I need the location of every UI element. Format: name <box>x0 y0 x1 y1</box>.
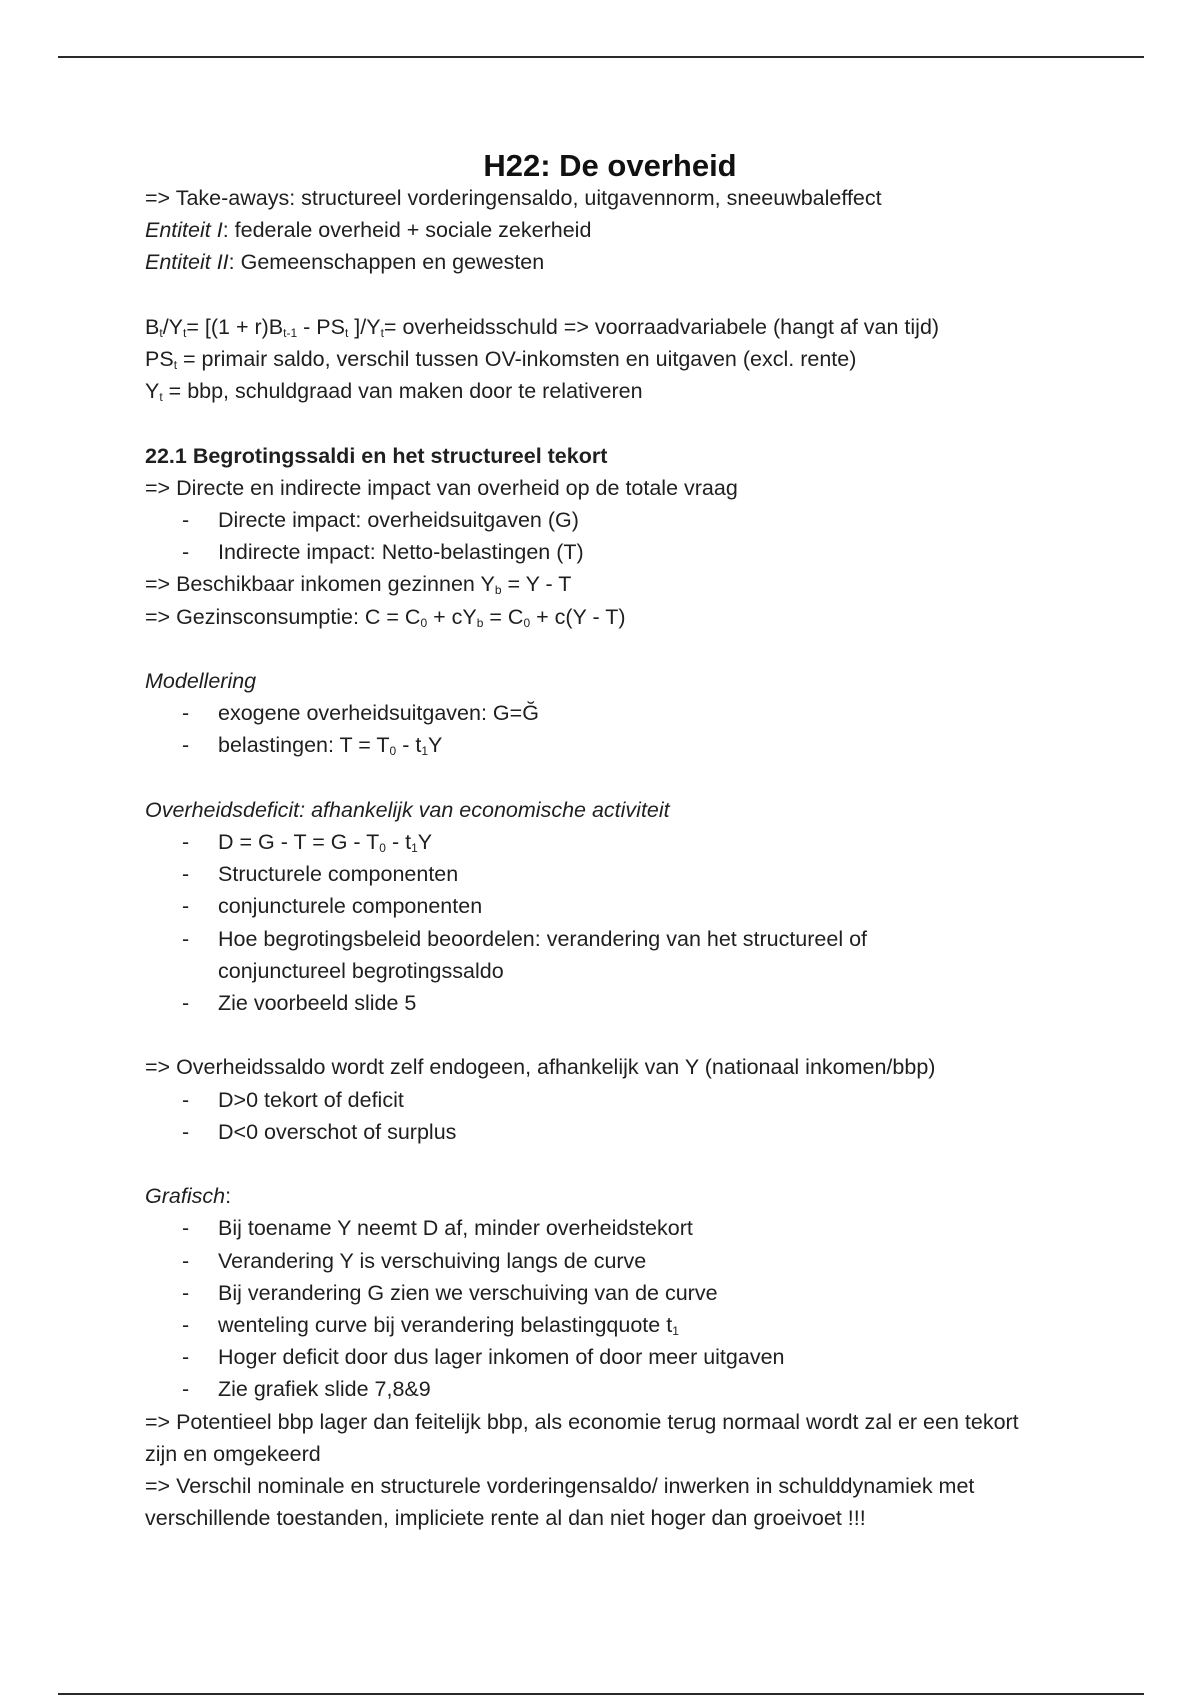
debt-formula-line: $B_t/Y_t= [(1 + r)B_{t-1} - PS_t$ ]$/Y_t=$ overheidsschuld => voorraadvariabele (hangt af van tijd) <box>145 314 940 340</box>
list-item: - Zie grafiek slide 7,8&9 <box>145 1373 1075 1405</box>
list-item: - Zie voorbeeld slide 5 <box>145 987 1075 1019</box>
list-item: - $D = G - T = G - T_0 - t_1Y$ <box>145 826 1075 858</box>
list-item: - Structurele componenten <box>145 858 1075 890</box>
endogeen-line: => Overheidssaldo wordt zelf endogeen, afhankelijk van Y (nationaal inkomen/bbp) <box>145 1055 936 1080</box>
list-item: - Directe impact: overheidsuitgaven (G) <box>145 504 1075 536</box>
list-item: - Hoger deficit door dus lager inkomen of door meer uitgaven <box>145 1341 1075 1373</box>
list-item: - Bij toename Y neemt D af, minder overheidstekort <box>145 1212 1075 1244</box>
list-item: - belastingen: $T = T_0 - t_1Y$ <box>145 729 1075 761</box>
entity-2-text: : Gemeenschappen en gewesten <box>228 250 545 275</box>
takeaways-line: => Take-aways: structureel vorderingensaldo, uitgavennorm, sneeuwbaleffect <box>145 186 882 210</box>
grafisch-heading-line: Grafisch: <box>145 1184 232 1209</box>
list-item: - Indirecte impact: Netto-belastingen (T) <box>145 536 1075 568</box>
page-title: H22: De overheid <box>483 148 737 183</box>
list-item: - D<0 overschot of surplus <box>145 1116 1075 1148</box>
list-item: - Bij verandering G zien we verschuiving van de curve <box>145 1277 1075 1309</box>
entity-2-label: Entiteit II <box>145 250 229 275</box>
document-body <box>145 146 1075 1534</box>
closing-paragraph-1: => Potentieel bbp lager dan feitelijk bbp, als economie terug normaal wordt zal er een tekort zijn en omgekeerd <box>145 1409 1019 1466</box>
section-heading-22-1: 22.1 Begrotingssaldi en het structureel tekort <box>145 443 608 468</box>
modellering-heading: Modellering <box>145 669 257 693</box>
closing-paragraph-2: => Verschil nominale en structurele vorderingensaldo/ inwerken in schulddynamiek met verschillende toestanden, impliciete rente al dan niet hoger dan groeivoet !!! <box>145 1474 975 1531</box>
gdp-line: $Y_t$ = bbp, schuldgraad van maken door te relativeren <box>145 379 643 405</box>
deficit-list <box>145 826 1075 1019</box>
modellering-list <box>145 697 1075 761</box>
entity-1-line <box>145 214 1075 246</box>
entity-1-text: : federale overheid + sociale zekerheid <box>222 218 592 243</box>
footer-rule <box>58 1693 1144 1695</box>
grafisch-list <box>145 1212 1075 1405</box>
entity-1-label: Entiteit I <box>145 218 223 243</box>
header-rule <box>58 56 1144 58</box>
list-item: - Hoe begrotingsbeleid beoordelen: verandering van het structureel of conjunctureel begrotingssaldo <box>145 923 978 987</box>
list-item: - wenteling curve bij verandering belastingquote $t_1$ <box>145 1309 1075 1341</box>
endogeen-list <box>145 1084 1075 1148</box>
list-item: - exogene overheidsuitgaven: G=Ğ <box>145 697 1075 729</box>
consumption-line: => Gezinsconsumptie: $C = C_0 + cY_b = C_0 + c(Y - T)$ <box>145 604 626 630</box>
disposable-income-line: => Beschikbaar inkomen gezinnen $Y_b = Y - T$ <box>145 572 572 598</box>
impact-line: => Directe en indirecte impact van overheid op de totale vraag <box>145 475 738 500</box>
deficit-heading: Overheidsdeficit: afhankelijk van economische activiteit <box>145 797 670 822</box>
entity-2-line <box>145 246 1075 278</box>
list-item: - conjuncturele componenten <box>145 890 1075 922</box>
impact-list <box>145 504 1075 568</box>
primary-balance-line: $PS_t$ = primair saldo, verschil tussen OV-inkomsten en uitgaven (excl. rente) <box>145 347 857 372</box>
list-item: - D>0 tekort of deficit <box>145 1084 1075 1116</box>
grafisch-heading: Grafisch <box>145 1184 226 1209</box>
list-item: - Verandering Y is verschuiving langs de curve <box>145 1245 1075 1277</box>
